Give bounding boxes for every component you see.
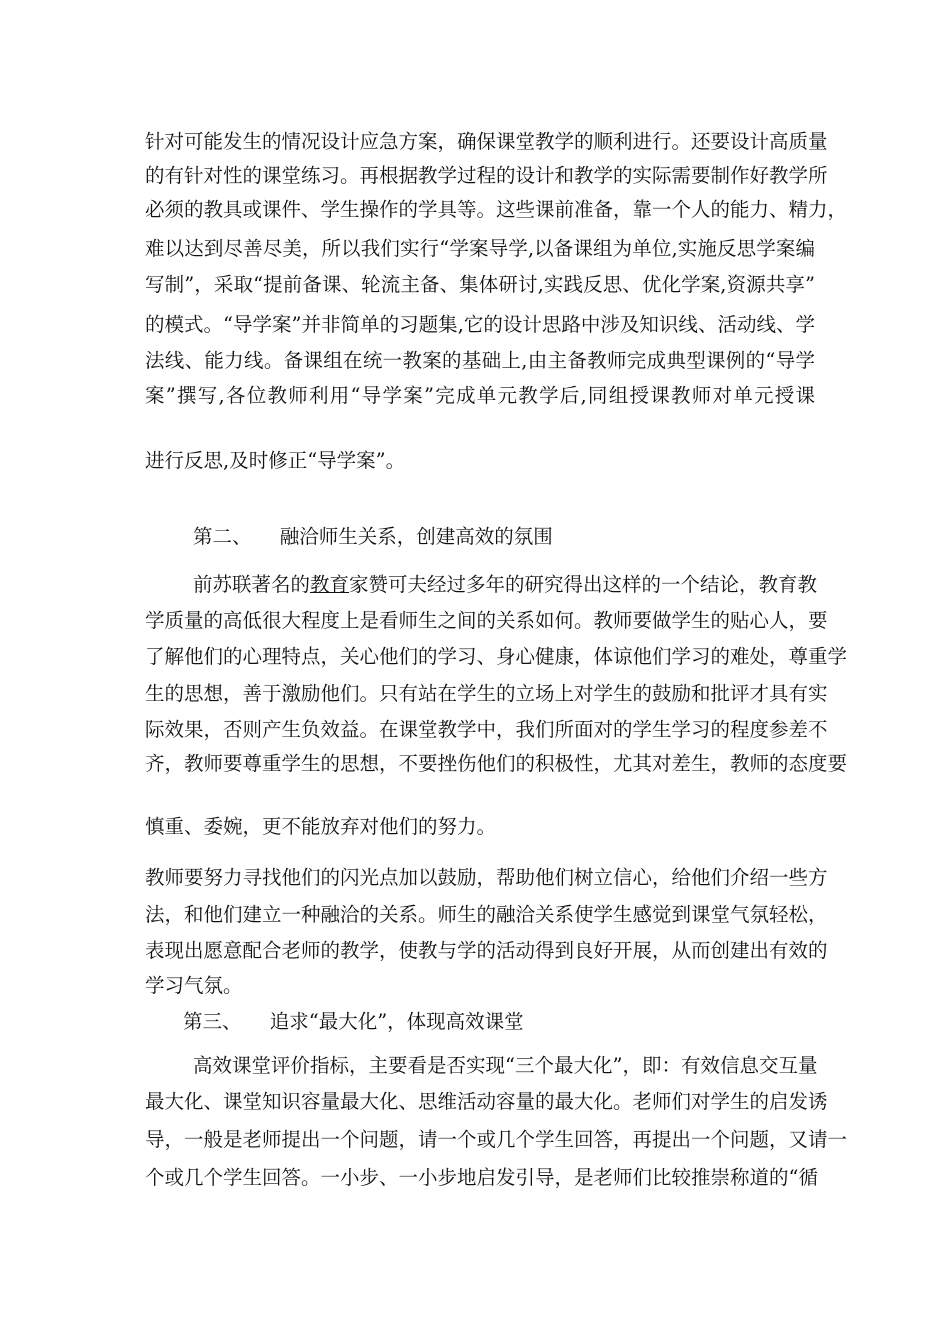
- paragraph-1-line: 针对可能发生的情况设计应急方案，确保课堂教学的顺利进行。还要设计高质量: [145, 130, 828, 153]
- paragraph-1-line: 的有针对性的课堂练习。再根据教学过程的设计和教学的实际需要制作好教学所: [145, 164, 828, 187]
- paragraph-2-line: 慎重、委婉，更不能放弃对他们的努力。: [145, 815, 497, 838]
- paragraph-2-line: 了解他们的心理特点，关心他们的学习、身心健康，体谅他们学习的难处，尊重学: [145, 645, 848, 668]
- section-number: 第二、: [193, 525, 252, 548]
- paragraph-1-line: 难以达到尽善尽美，所以我们实行“学案导学,以备课组为单位,实施反思学案编: [145, 237, 815, 260]
- paragraph-2-line: 齐，教师要尊重学生的思想，不要挫伤他们的积极性，尤其对差生，教师的态度要: [145, 752, 848, 775]
- paragraph-2-line: 际效果，否则产生负效益。在课堂教学中，我们所面对的学生学习的程度参差不: [145, 718, 828, 741]
- paragraph-3-line: 法，和他们建立一种融洽的关系。师生的融洽关系使学生感觉到课堂气氛轻松，: [145, 903, 828, 926]
- paragraph-3-line: 表现出愿意配合老师的教学，使教与学的活动得到良好开展，从而创建出有效的: [145, 939, 828, 962]
- section-3-heading: [183, 1010, 524, 1034]
- paragraph-1-line: 必须的教具或课件、学生操作的学具等。这些课前准备，靠一个人的能力、精力，: [145, 198, 848, 221]
- paragraph-4-line: 个或几个学生回答。一小步、一小步地启发引导，是老师们比较推崇称道的“循: [145, 1166, 818, 1189]
- paragraph-1-line: 法线、能力线。备课组在统一教案的基础上,由主备教师完成典型课例的“导学: [145, 349, 815, 372]
- paragraph-2-line: 学质量的高低很大程度上是看师生之间的关系如何。教师要做学生的贴心人，要: [145, 609, 828, 632]
- text-span: 家赞可夫经过多年的研究得出这样的一个结论，教育教: [349, 573, 818, 596]
- paragraph-2-line: [193, 573, 818, 597]
- education-link[interactable]: 教育: [310, 573, 350, 596]
- paragraph-4-line: 最大化、课堂知识容量最大化、思维活动容量的最大化。老师们对学生的启发诱: [145, 1090, 828, 1113]
- paragraph-4-line: 导，一般是老师提出一个问题，请一个或几个学生回答，再提出一个问题，又请一: [145, 1128, 848, 1151]
- paragraph-1-line: 写制”，采取“提前备课、轮流主备、集体研讨,实践反思、优化学案,资源共享”: [145, 273, 815, 296]
- paragraph-1-line: 进行反思,及时修正“导学案”。: [145, 449, 406, 472]
- paragraph-3-line: 学习气氛。: [145, 974, 243, 997]
- paragraph-2-line: 生的思想，善于激励他们。只有站在学生的立场上对学生的鼓励和批评才具有实: [145, 682, 828, 705]
- section-2-heading: [193, 525, 553, 549]
- section-number: 第三、: [183, 1010, 242, 1033]
- text-span: 前苏联著名的: [193, 573, 311, 596]
- paragraph-3-line: 教师要努力寻找他们的闪光点加以鼓励，帮助他们树立信心，给他们介绍一些方: [145, 866, 828, 889]
- section-title: 追求“最大化”，体现高效课堂: [269, 1010, 524, 1033]
- paragraph-1-line: 案”撰写,各位教师利用“导学案”完成单元教学后,同组授课教师对单元授课: [145, 384, 815, 407]
- paragraph-1-line: 的模式。“导学案”并非简单的习题集,它的设计思路中涉及知识线、活动线、学: [145, 313, 815, 336]
- paragraph-4-line: 高效课堂评价指标，主要看是否实现“三个最大化”，即：有效信息交互量: [193, 1054, 818, 1077]
- section-title: 融洽师生关系，创建高效的氛围: [279, 525, 553, 548]
